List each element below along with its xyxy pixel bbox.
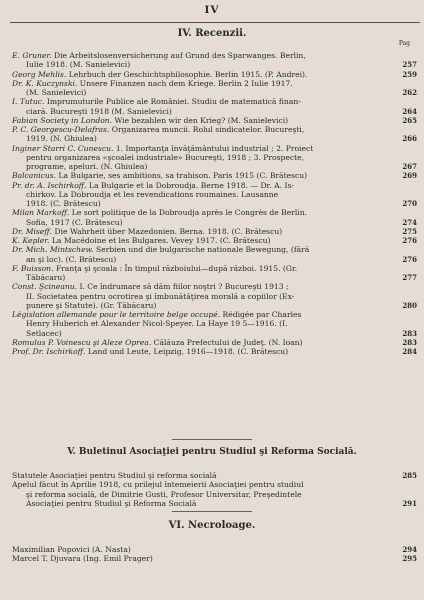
page-number: IV	[204, 4, 220, 16]
toc-entry	[12, 236, 417, 245]
toc-entry	[12, 347, 417, 356]
toc-entry	[12, 171, 417, 180]
entry-line	[12, 116, 393, 125]
entry-page-number: 294	[402, 545, 417, 554]
toc-entry	[12, 499, 417, 508]
entry-author: Législation allemande pour le territoire belge occupé.	[12, 310, 221, 319]
entry-line	[12, 554, 393, 563]
section-divider	[172, 439, 252, 440]
entry-page-number: 270	[402, 199, 417, 208]
entry-line	[12, 545, 393, 554]
entry-title: Die Wahrheit über Mazedonien. Berna. 1918. (C. Brătescu)	[52, 226, 283, 236]
entry-line	[12, 264, 393, 273]
entry-author: P. C. Georgescu-Delafras.	[12, 125, 110, 134]
entry-title: Călăuza Prefectului de Judeţ. (N. Ioan)	[151, 337, 303, 347]
toc-entry	[12, 545, 417, 554]
entry-page-number: 264	[402, 106, 417, 116]
toc-entry	[12, 208, 417, 227]
buletin-list	[12, 471, 417, 508]
entry-page-number: 269	[402, 171, 417, 181]
section-title-necroloage: VI. Necroloage.	[168, 520, 256, 531]
entry-author: Dr. Mich. Mintschew.	[12, 245, 94, 255]
entry-title: La Bulgarie, ses ambitions, sa trahison. Paris 1915 (C. Brătescu)	[56, 171, 308, 181]
entry-line	[12, 125, 393, 134]
entry-author: Prof. Dr. Ischirkoff.	[12, 347, 86, 356]
entry-page-number: 266	[402, 134, 417, 144]
toc-entry	[12, 310, 417, 329]
entry-line	[12, 338, 393, 347]
entry-title: La Bulgarie et la Dobroudja. Berne 1918. — Dr. A. Is-	[86, 180, 294, 190]
toc-entry	[12, 70, 417, 79]
entry-title: Franţa şi şcoala : În timpul războiului—după război. 1915. (Gr.	[53, 263, 298, 273]
entry-continuation: chirkov. La Dobroudja et les revendications roumaines. Lausanne	[26, 189, 279, 199]
entry-title: Apelul făcut în Aprilie 1918, cu prilejul întemeierii Asociaţiei pentru studiul	[12, 480, 304, 490]
entry-author: I. Tutuc.	[12, 97, 45, 107]
entry-page-number: 277	[402, 273, 417, 282]
entry-continuation: (M. Sanielevici)	[26, 88, 87, 97]
entry-page-number: 280	[402, 300, 417, 310]
entry-continuation: punere şi Statute). (Gr. Tăbăcaru)	[26, 300, 157, 310]
entry-title: Statutele Asociaţiei pentru Studiul şi reforma socială	[12, 471, 217, 480]
toc-entry	[12, 471, 417, 480]
entry-title: Rédigée par Charles	[220, 310, 302, 319]
entry-continuation: Setlacec)	[26, 328, 62, 338]
entry-continuation: Asociaţiei pentru Studiul şi Reforma Socială	[26, 498, 197, 508]
entry-line	[12, 181, 393, 190]
entry-line	[12, 227, 393, 236]
entry-page-number: 275	[402, 226, 417, 236]
toc-entry	[12, 79, 417, 98]
entry-page-number: 284	[402, 347, 417, 356]
entry-continuation: Iulie 1918. (M. Sanielevici)	[26, 60, 131, 70]
section-title-recenzii: IV. Recenzii.	[177, 28, 247, 39]
toc-entry	[12, 245, 417, 264]
toc-entry	[12, 125, 417, 144]
toc-entry	[12, 181, 417, 200]
toc-entry	[12, 480, 417, 499]
top-rule	[10, 22, 420, 23]
entry-author: Georg Mehlis.	[12, 69, 67, 79]
entry-author: Dr. K. Kuczynski.	[12, 78, 78, 88]
page-column-label: Pag	[398, 40, 410, 47]
entry-author: Const. Şcineanu.	[12, 282, 78, 292]
entry-author: Romulus P. Voinescu şi Aleze Oprea.	[12, 337, 152, 347]
toc-entry	[12, 97, 417, 116]
entry-author: Dr. Miseff.	[12, 226, 53, 236]
toc-entry	[12, 282, 417, 301]
entry-continuation: 1919. (N. Ghiulea)	[26, 134, 97, 144]
entry-line	[12, 471, 393, 480]
toc-entry	[12, 227, 417, 236]
entry-line	[12, 347, 393, 356]
entry-title: I. Ce îndrumare să dăm fiilor noştri ? Bucureşti 1913 ;	[77, 282, 289, 292]
section-title-buletin: V. Buletinul Asociaţiei pentru Studiul şi Reforma Socială.	[67, 447, 357, 457]
entry-line	[12, 310, 393, 319]
entry-page-number: 276	[402, 236, 417, 245]
entry-continuation: an şi loc). (C. Brătescu)	[26, 254, 117, 264]
entry-line	[12, 144, 393, 153]
entry-line	[12, 79, 393, 88]
entry-continuation: II. Societatea pentru ocrotirea şi îmbunătăţirea morală a copiilor (Ex-	[26, 291, 295, 301]
entry-continuation: programe, apeluri. (N. Ghiulea)	[26, 162, 148, 171]
entry-title: Organizarea muncii. Rolul sindicatelor. Bucureşti,	[109, 125, 305, 134]
entry-title: Lehrbuch der Geschichtsphilosophie. Berlin 1915. (P. Andrei).	[66, 69, 308, 79]
entry-title: Unsere Finanzen nach dem Kriege. Berlin 2 Iulie 1917.	[77, 78, 293, 88]
entry-continuation: Sofia, 1917 (C. Brătescu)	[26, 217, 123, 227]
entry-title: Wie bezahlen wir den Krieg? (M. Sanielevici)	[112, 115, 289, 125]
entry-author: Pr. dr. A. Ischirkoff.	[12, 180, 87, 190]
entry-line	[12, 97, 393, 106]
entry-page-number: 262	[402, 88, 417, 97]
entry-title: 1. Importanţa învăţământului industrial ; 2. Proiect	[113, 143, 314, 153]
entry-continuation: şi reforma socială, de Dimitrie Gusti, Profesor Universitar, Preşedintele	[26, 489, 302, 499]
entry-title: Serbien und die bulgarische nationale Bewegung, (fără	[93, 245, 310, 255]
recenzii-list	[12, 51, 417, 356]
entry-page-number: 291	[402, 498, 417, 508]
entry-continuation: Henry Huberich et Alexander Nicol-Speyer. La Haye 19 5—1916. (I.	[26, 319, 288, 329]
entry-author: Milan Markoff.	[12, 208, 70, 218]
entry-page-number: 283	[402, 337, 417, 347]
entry-author: F. Buisson.	[12, 263, 54, 273]
entry-title: Die Arbeitslosenversicherung auf Grund des Sparwanges. Berlin,	[51, 51, 306, 60]
entry-page-number: 283	[402, 328, 417, 338]
entry-line	[12, 236, 393, 245]
entry-author: E. Gruner.	[12, 51, 52, 60]
entry-page-number: 257	[402, 60, 417, 70]
toc-entry	[12, 301, 417, 310]
toc-entry	[12, 554, 417, 563]
entry-author: Balcanicus.	[12, 171, 57, 181]
entry-author: Inginer Starri C. Cunescu.	[12, 143, 114, 153]
entry-line	[12, 208, 393, 217]
entry-line	[12, 51, 393, 60]
entry-continuation: 1918. (C. Brătescu)	[26, 199, 101, 208]
entry-title: Land und Leute, Leipzig, 1916—1918. (C. Brătescu)	[85, 347, 289, 356]
entry-page-number: 265	[402, 115, 417, 125]
entry-title: Le sort politique de la Dobroudja après le Congrès de Berlin.	[69, 208, 308, 218]
toc-entry	[12, 162, 417, 171]
toc-entry	[12, 116, 417, 125]
toc-entry	[12, 51, 417, 70]
entry-page-number: 267	[402, 162, 417, 171]
entry-author: K. Kepler.	[12, 236, 50, 245]
entry-line	[12, 480, 393, 489]
entry-line	[12, 70, 393, 79]
entry-title: Imprumuturile Publice ale României. Studiu de matematică finan-	[44, 97, 301, 107]
entry-title: Maximilian Popovici (A. Nasta)	[12, 545, 131, 554]
section-divider	[172, 511, 252, 512]
entry-continuation: ciară. Bucureşti 1918 (M. Sanielevici)	[26, 106, 172, 116]
entry-title: Marcel T. Djuvara (Ing. Emil Prager)	[12, 554, 153, 564]
entry-line	[12, 245, 393, 254]
entry-page-number: 295	[402, 554, 417, 564]
toc-entry	[12, 329, 417, 338]
toc-entry	[12, 199, 417, 208]
entry-page-number: 259	[402, 69, 417, 79]
entry-page-number: 276	[402, 254, 417, 264]
entry-page-number: 285	[402, 471, 417, 480]
entry-page-number: 274	[402, 217, 417, 227]
necroloage-list	[12, 545, 417, 564]
toc-entry	[12, 338, 417, 347]
entry-author: Fabian Society in London.	[12, 115, 113, 125]
entry-line	[12, 171, 393, 180]
toc-entry	[12, 144, 417, 163]
entry-line	[12, 282, 393, 291]
toc-entry	[12, 264, 417, 283]
entry-title: La Macédoine et les Bulgares. Vevey 1917. (C. Brătescu)	[49, 236, 271, 245]
entry-continuation: pentru organizarea «şcoalei industriale» Bucureşti, 1918 ; 3. Prospecte,	[26, 152, 305, 162]
entry-continuation: Tăbăcaru)	[26, 273, 66, 282]
